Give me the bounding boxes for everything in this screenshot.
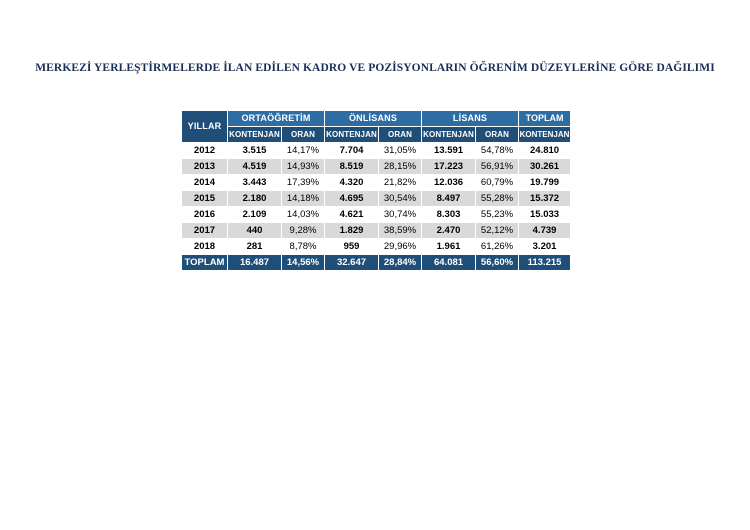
cell-toplam: 19.799 <box>519 175 571 191</box>
cell-year: 2018 <box>182 239 228 255</box>
table-row <box>182 239 571 255</box>
cell-toplam: 15.372 <box>519 191 571 207</box>
cell-total-ortaogretim-kontenjan: 16.487 <box>228 255 282 271</box>
cell-onlisans-oran: 28,15% <box>379 159 422 175</box>
table-row <box>182 223 571 239</box>
cell-total-onlisans-oran: 28,84% <box>379 255 422 271</box>
header-years: YILLAR <box>182 111 228 143</box>
cell-year: 2012 <box>182 143 228 159</box>
cell-toplam: 15.033 <box>519 207 571 223</box>
cell-lisans-oran: 55,23% <box>476 207 519 223</box>
cell-year: 2016 <box>182 207 228 223</box>
page-title: MERKEZİ YERLEŞTİRMELERDE İLAN EDİLEN KADRO VE POZİSYONLARIN ÖĞRENİM DÜZEYLERİNE GÖRE DAĞILIMI <box>35 62 715 74</box>
cell-year: 2015 <box>182 191 228 207</box>
cell-year: 2017 <box>182 223 228 239</box>
cell-toplam: 24.810 <box>519 143 571 159</box>
cell-lisans-oran: 55,28% <box>476 191 519 207</box>
header-group-lisans: LİSANS <box>422 111 519 127</box>
cell-onlisans-kontenjan: 7.704 <box>325 143 379 159</box>
cell-total-toplam: 113.215 <box>519 255 571 271</box>
cell-ortaogretim-oran: 14,93% <box>282 159 325 175</box>
header-ortaogretim-kontenjan: KONTENJAN <box>228 127 282 143</box>
cell-total-label: TOPLAM <box>182 255 228 271</box>
cell-onlisans-kontenjan: 1.829 <box>325 223 379 239</box>
cell-ortaogretim-oran: 14,17% <box>282 143 325 159</box>
cell-ortaogretim-kontenjan: 2.109 <box>228 207 282 223</box>
header-group-onlisans: ÖNLİSANS <box>325 111 422 127</box>
header-group-toplam: TOPLAM <box>519 111 571 127</box>
cell-ortaogretim-kontenjan: 4.519 <box>228 159 282 175</box>
cell-toplam: 3.201 <box>519 239 571 255</box>
cell-onlisans-kontenjan: 4.695 <box>325 191 379 207</box>
cell-onlisans-oran: 30,74% <box>379 207 422 223</box>
table-row <box>182 143 571 159</box>
cell-onlisans-kontenjan: 8.519 <box>325 159 379 175</box>
cell-lisans-kontenjan: 2.470 <box>422 223 476 239</box>
cell-lisans-kontenjan: 8.303 <box>422 207 476 223</box>
table-body <box>182 143 571 271</box>
header-group-ortaogretim: ORTAÖĞRETİM <box>228 111 325 127</box>
cell-total-ortaogretim-oran: 14,56% <box>282 255 325 271</box>
cell-lisans-oran: 52,12% <box>476 223 519 239</box>
cell-total-onlisans-kontenjan: 32.647 <box>325 255 379 271</box>
header-onlisans-kontenjan: KONTENJAN <box>325 127 379 143</box>
header-onlisans-oran: ORAN <box>379 127 422 143</box>
cell-lisans-oran: 60,79% <box>476 175 519 191</box>
cell-lisans-kontenjan: 12.036 <box>422 175 476 191</box>
cell-toplam: 4.739 <box>519 223 571 239</box>
cell-lisans-kontenjan: 13.591 <box>422 143 476 159</box>
cell-onlisans-oran: 31,05% <box>379 143 422 159</box>
table-header <box>182 111 571 143</box>
cell-ortaogretim-kontenjan: 3.443 <box>228 175 282 191</box>
cell-ortaogretim-oran: 17,39% <box>282 175 325 191</box>
cell-ortaogretim-oran: 14,18% <box>282 191 325 207</box>
table-header-row-groups <box>182 111 571 127</box>
cell-onlisans-oran: 38,59% <box>379 223 422 239</box>
cell-lisans-oran: 61,26% <box>476 239 519 255</box>
table-row <box>182 191 571 207</box>
cell-lisans-kontenjan: 17.223 <box>422 159 476 175</box>
cell-ortaogretim-oran: 8,78% <box>282 239 325 255</box>
distribution-table-container <box>181 110 570 271</box>
cell-onlisans-kontenjan: 4.621 <box>325 207 379 223</box>
table-total-row <box>182 255 571 271</box>
distribution-table <box>181 110 571 271</box>
cell-ortaogretim-kontenjan: 281 <box>228 239 282 255</box>
cell-lisans-oran: 56,91% <box>476 159 519 175</box>
cell-onlisans-oran: 21,82% <box>379 175 422 191</box>
cell-toplam: 30.261 <box>519 159 571 175</box>
cell-onlisans-kontenjan: 4.320 <box>325 175 379 191</box>
cell-onlisans-kontenjan: 959 <box>325 239 379 255</box>
table-row <box>182 207 571 223</box>
cell-total-lisans-kontenjan: 64.081 <box>422 255 476 271</box>
table-row <box>182 159 571 175</box>
cell-onlisans-oran: 30,54% <box>379 191 422 207</box>
cell-ortaogretim-kontenjan: 2.180 <box>228 191 282 207</box>
cell-lisans-kontenjan: 1.961 <box>422 239 476 255</box>
cell-ortaogretim-oran: 14,03% <box>282 207 325 223</box>
header-lisans-kontenjan: KONTENJAN <box>422 127 476 143</box>
table-row <box>182 175 571 191</box>
cell-lisans-oran: 54,78% <box>476 143 519 159</box>
cell-total-lisans-oran: 56,60% <box>476 255 519 271</box>
cell-ortaogretim-kontenjan: 440 <box>228 223 282 239</box>
cell-lisans-kontenjan: 8.497 <box>422 191 476 207</box>
cell-ortaogretim-oran: 9,28% <box>282 223 325 239</box>
cell-year: 2014 <box>182 175 228 191</box>
table-header-row-sub <box>182 127 571 143</box>
header-lisans-oran: ORAN <box>476 127 519 143</box>
header-toplam-kontenjan: KONTENJAN <box>519 127 571 143</box>
cell-year: 2013 <box>182 159 228 175</box>
cell-onlisans-oran: 29,96% <box>379 239 422 255</box>
cell-ortaogretim-kontenjan: 3.515 <box>228 143 282 159</box>
header-ortaogretim-oran: ORAN <box>282 127 325 143</box>
